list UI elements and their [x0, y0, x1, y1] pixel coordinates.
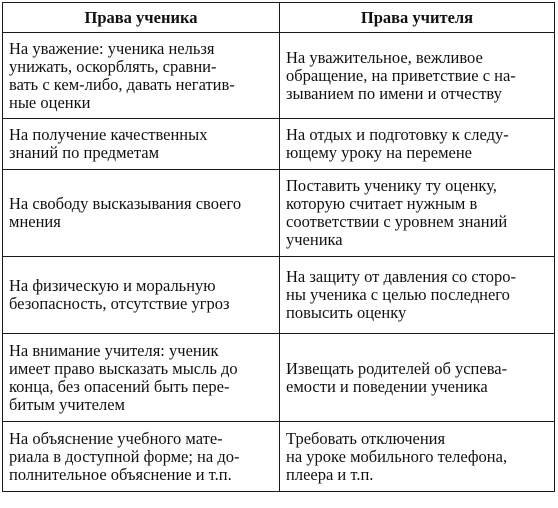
table-row [3, 334, 555, 422]
teacher-right-cell: Требовать отключения на уроке мобильного телефона, плеера и т.п. [280, 422, 555, 492]
student-right-cell: На физическую и моральную безопасность, отсутствие угроз [3, 257, 280, 334]
student-right-cell: На свободу высказывания своего мнения [3, 170, 280, 257]
teacher-right-cell: На отдых и подготовку к следу- ющему уроку на перемене [280, 119, 555, 170]
table-row [3, 257, 555, 334]
teacher-right-cell: Извещать родителей об успева- емости и поведении ученика [280, 334, 555, 422]
student-right-cell: На уважение: ученика нельзя унижать, оскорблять, сравни- вать с кем-либо, давать негатив- ные оценки [3, 33, 280, 119]
table-row [3, 33, 555, 119]
student-right-cell: На внимание учителя: ученик имеет право высказать мысль до конца, без опасений быть пере- битым учителем [3, 334, 280, 422]
teacher-right-cell: На защиту от давления со сторо- ны ученика с целью последнего повысить оценку [280, 257, 555, 334]
student-right-cell: На объяснение учебного мате- риала в доступной форме; на до- полнительное объяснение и т.п. [3, 422, 280, 492]
header-student-rights: Права ученика [3, 3, 280, 33]
student-right-cell: На получение качественных знаний по предметам [3, 119, 280, 170]
table-row [3, 119, 555, 170]
teacher-right-cell: Поставить ученику ту оценку, которую считает нужным в соответствии с уровнем знаний ученика [280, 170, 555, 257]
table-header-row [3, 3, 555, 33]
table-row [3, 422, 555, 492]
header-teacher-rights: Права учителя [280, 3, 555, 33]
teacher-right-cell: На уважительное, вежливое обращение, на приветствие с на- зыванием по имени и отчеству [280, 33, 555, 119]
rights-table [2, 2, 555, 492]
table-row [3, 170, 555, 257]
